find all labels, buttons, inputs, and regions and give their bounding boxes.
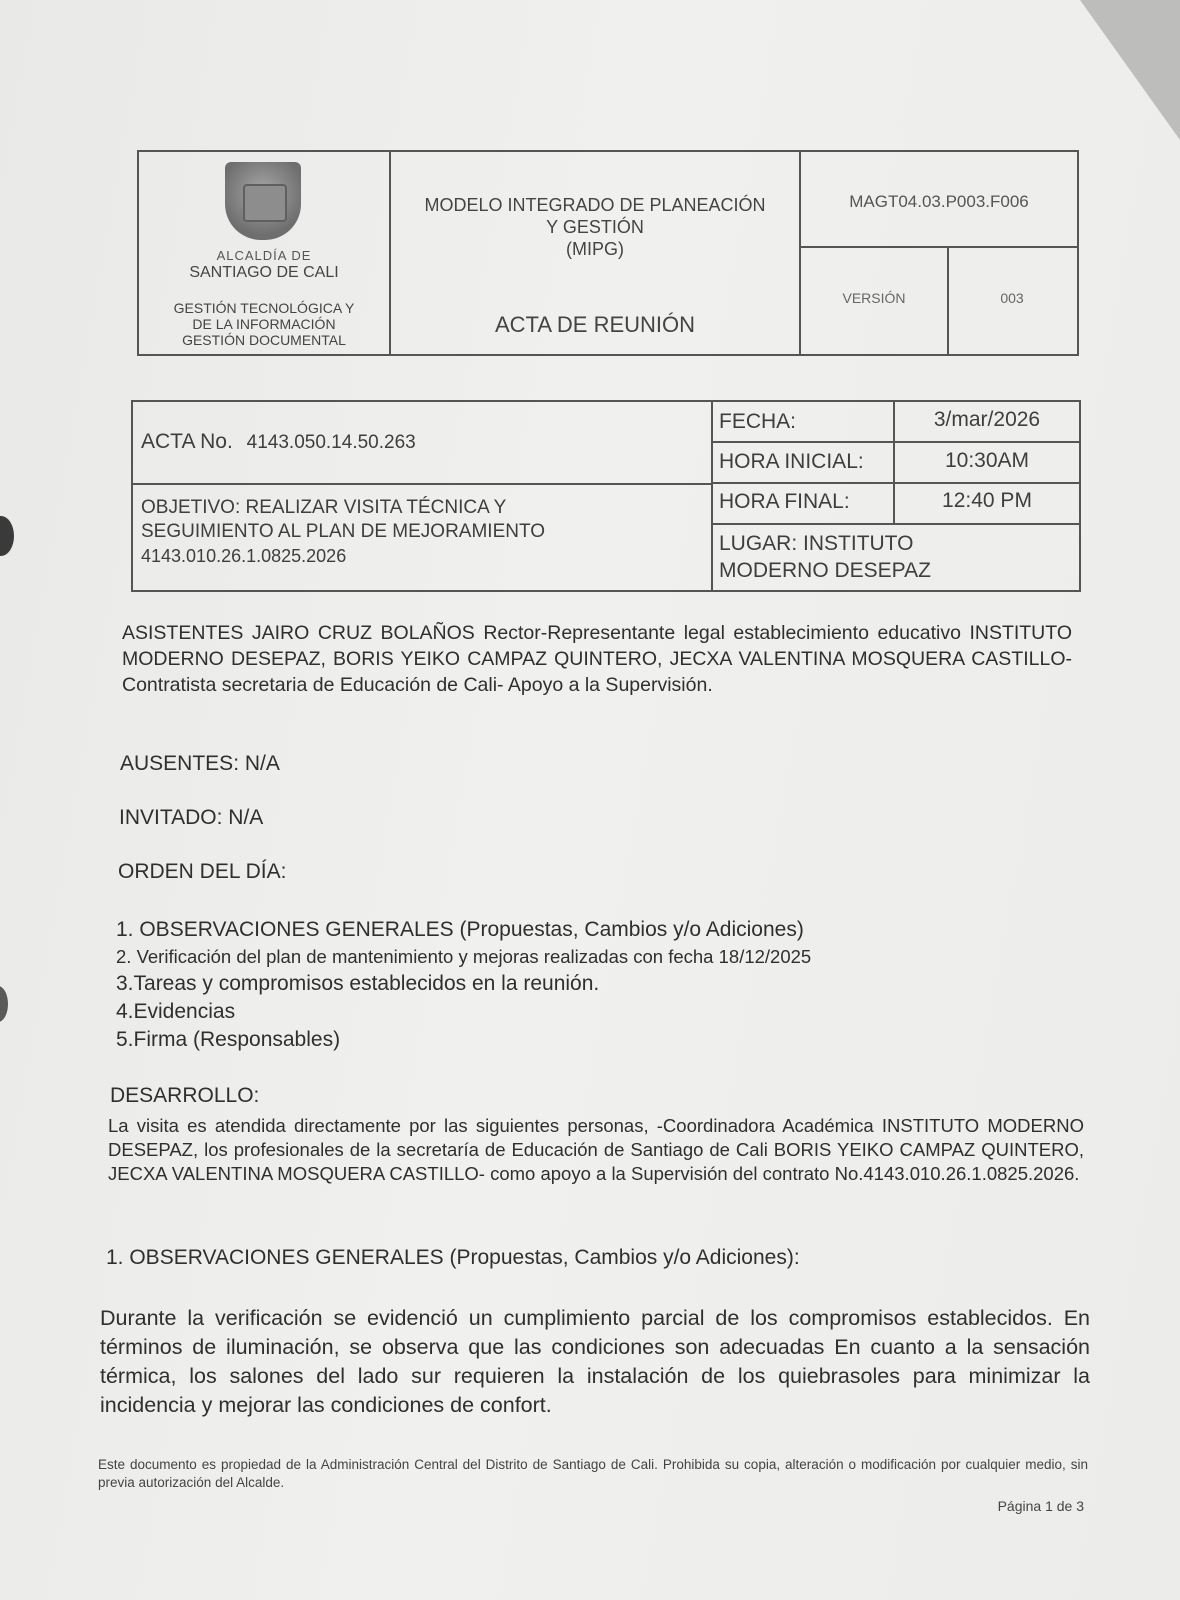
document-code: MAGT04.03.P003.F006 [849, 192, 1029, 211]
objective-line1: OBJETIVO: REALIZAR VISITA TÉCNICA Y [141, 497, 507, 518]
asistentes-paragraph: ASISTENTES JAIRO CRUZ BOLAÑOS Rector-Representante legal establecimiento educativo INSTITUTO MODERNO DESEPAZ, BORIS YEIKO CAMPAZ QUINTERO, JECXA VALENTINA MOSQUERA CASTILLO- Contratista secretaria de Educación de Cali- Apoyo a la Supervisión. [122, 622, 1072, 696]
ausentes: AUSENTES: N/A [120, 752, 280, 775]
lugar-line2: MODERNO DESEPAZ [719, 559, 931, 582]
org-line1: ALCALDÍA DE [216, 248, 312, 263]
orden-item: 5.Firma (Responsables) [116, 1028, 341, 1051]
model-line3: (MIPG) [566, 239, 624, 259]
acta-number-value: 4143.050.14.50.263 [246, 432, 416, 453]
orden-item: 2. Verificación del plan de mantenimiento y mejoras realizadas con fecha 18/12/2025 [116, 946, 812, 967]
desarrollo-paragraph: La visita es atendida directamente por las siguientes personas, -Coordinadora Académica INSTITUTO MODERNO DESEPAZ, los profesionales de la secretaría de Educación de Santiago de Cali BORIS YEIKO CAMPAZ QUINTERO, JECXA VALENTINA MOSQUERA CASTILLO- como apoyo a la Supervisión del contrato No.4143.010.26.1.0825.2026. [108, 1115, 1084, 1184]
model-line2: Y GESTIÓN [546, 217, 644, 237]
acta-objective [141, 496, 545, 568]
model-name [391, 194, 799, 260]
version-label: VERSIÓN [842, 290, 906, 306]
version-label-cell [801, 246, 949, 354]
page-corner-shadow [1080, 0, 1180, 140]
lugar [719, 530, 931, 584]
hora-inicial-value: 10:30AM [944, 449, 1030, 472]
page-number: Página 1 de 3 [997, 1498, 1084, 1514]
orden-item: 3.Tareas y compromisos establecidos en la reunión. [116, 972, 600, 995]
version-value: 003 [1000, 290, 1024, 306]
desarrollo-title: DESARROLLO: [110, 1084, 260, 1107]
model-line1: MODELO INTEGRADO DE PLANEACIÓN [424, 195, 766, 215]
code-cell [801, 152, 1077, 248]
version-value-cell [947, 246, 1077, 354]
document-title: ACTA DE REUNIÓN [494, 312, 696, 337]
department-name [139, 300, 389, 348]
dept-line3: GESTIÓN DOCUMENTAL [182, 332, 346, 348]
footer-disclaimer: Este documento es propiedad de la Administración Central del Distrito de Santiago de Cali. Prohibida su copia, alteración o modificación por cualquier medio, sin previa autorización del Alcalde. [98, 1457, 1088, 1490]
punch-hole-icon [0, 986, 8, 1022]
orden-item: 1. OBSERVACIONES GENERALES (Propuestas, Cambios y/o Adiciones) [116, 918, 804, 941]
orden-item: 4.Evidencias [116, 1000, 236, 1023]
dept-line2: DE LA INFORMACIÓN [192, 316, 336, 332]
objective-line3: 4143.010.26.1.0825.2026 [141, 546, 347, 566]
fecha-value: 3/mar/2026 [933, 408, 1041, 431]
hora-final-value: 12:40 PM [942, 489, 1032, 512]
header-logo-cell [139, 152, 391, 354]
acta-number-label: ACTA No. [141, 430, 233, 453]
orden-title: ORDEN DEL DÍA: [118, 860, 287, 883]
punch-hole-icon [0, 516, 14, 556]
org-line2: SANTIAGO DE CALI [189, 264, 339, 281]
acta-number [141, 430, 416, 454]
hora-final-label: HORA FINAL: [719, 490, 850, 513]
lugar-line1: LUGAR: INSTITUTO [719, 532, 914, 555]
cali-crest-icon [225, 162, 301, 240]
invitado: INVITADO: N/A [119, 806, 264, 829]
fecha-label: FECHA: [719, 410, 797, 433]
header-code-cell [801, 152, 1077, 354]
observaciones-title: 1. OBSERVACIONES GENERALES (Propuestas, Cambios y/o Adiciones): [106, 1246, 800, 1269]
hora-inicial-label: HORA INICIAL: [719, 450, 864, 473]
dept-line1: GESTIÓN TECNOLÓGICA Y [173, 300, 355, 316]
observaciones-paragraph: Durante la verificación se evidenció un cumplimiento parcial de los compromisos establecidos. En términos de iluminación, se observa que las condiciones son adecuadas En cuanto a la sensación térmica, los salones del lado sur requieren la instalación de los quiebrasoles para minimizar la incidencia y mejorar las condiciones de confort. [100, 1306, 1090, 1417]
document-header-table [137, 150, 1079, 356]
acta-info-table [131, 400, 1081, 592]
header-title-cell [391, 152, 801, 354]
objective-line2: SEGUIMIENTO AL PLAN DE MEJORAMIENTO [141, 521, 546, 542]
